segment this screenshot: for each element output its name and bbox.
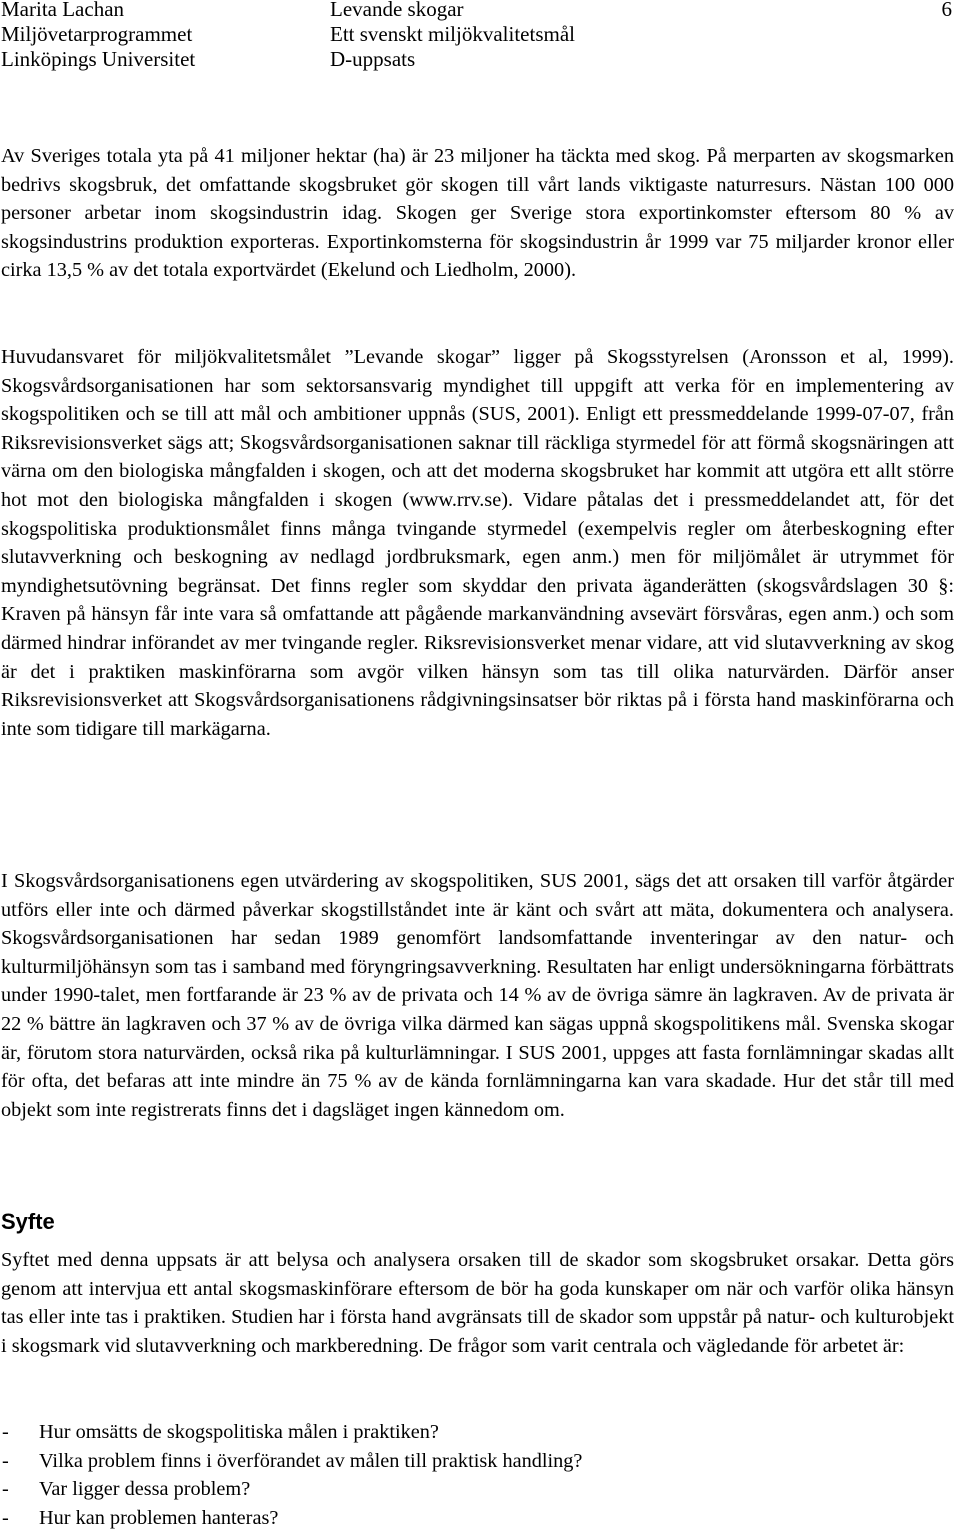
list-item [1, 1418, 941, 1447]
research-questions-list [1, 1418, 941, 1533]
list-dash: - [2, 1478, 9, 1501]
header-doc-type: D-uppsats [330, 47, 416, 71]
paragraph-evaluation: I Skogsvårdsorganisationens egen utvärdering av skogspolitiken, SUS 2001, sägs det att orsaken till varför åtgärder utförs eller inte och därmed påverkar skogstillståndet inte är känt och svårt att mäta, dokumentera och analysera. Skogsvårdsorganisationen har sedan 1989 genomfört landsomfattande inventeringar av den natur- och kulturmiljöhänsyn som tas i samband med föryngringsavverkning. Resultaten har enligt undersökningarna förbättrats under 1990-talet, men fortfarande är 23 % av de privata och 14 % av de övriga sämre än lagkraven. Av de privata är 22 % bättre än lagkraven och 37 % av de övriga vilka därmed kan sägas uppnå skogspolitikens mål. Svenska skogar är, förutom stora naturvärden, också rika på kulturlämningar. I SUS 2001, uppges att fasta fornlämningar skadas allt för ofta, det befaras att inte mindre än 75 % av de kända fornlämningarna kan vara skadade. Hur det står till med objekt som inte registrerats finns det i dagsläget ingen kännedom om. [1, 870, 954, 1121]
header-program: Miljövetarprogrammet [1, 22, 193, 46]
header-subtitle: Ett svenskt miljökvalitetsmål [330, 22, 575, 46]
question-text: Hur kan problemen hanteras? [39, 1507, 279, 1530]
header-author: Marita Lachan [1, 0, 125, 21]
header-title-block [330, 0, 575, 72]
section-heading-syfte: Syfte [1, 1209, 55, 1234]
header-university: Linköpings Universitet [1, 47, 196, 71]
list-item [1, 1504, 941, 1533]
list-dash: - [2, 1507, 9, 1530]
page-number: 6 [941, 0, 952, 21]
header-author-block [1, 0, 195, 72]
question-text: Hur omsätts de skogspolitiska målen i praktiken? [39, 1421, 439, 1443]
list-item [1, 1447, 941, 1476]
paragraph-purpose: Syftet med denna uppsats är att belysa och analysera orsaken till de skador som skogsbruket orsakar. Detta görs genom att intervjua ett antal skogsmaskinförare eftersom de bör ha goda kunskaper om när och varför olika hänsyn tas eller inte tas i praktiken. Studien har i första hand avgränsats till de skador som uppstår på natur- och kulturobjekt i skogsmark vid slutavverkning och markberedning. De frågor som varit centrala och vägledande för arbetet är: [1, 1249, 954, 1357]
paragraph-forest-economy: Av Sveriges totala yta på 41 miljoner hektar (ha) är 23 miljoner ha täckta med skog. På merparten av skogsmarken bedrivs skogsbruk, det omfattande skogsbruket gör skogen till vårt lands viktigaste naturresurs. Nästan 100 000 personer arbetar inom skogsindustrin idag. Skogen ger Sverige stora exportinkomster eftersom 80 % av skogsindustrins produktion exporteras. Exportinkomsterna för skogsindustrin år 1999 var 75 miljarder kronor eller cirka 13,5 % av det totala exportvärdet (Ekelund och Liedholm, 2000). [1, 145, 954, 282]
paragraph-responsibility: Huvudansvaret för miljökvalitetsmålet ”Levande skogar” ligger på Skogsstyrelsen (Aronsson et al, 1999). Skogsvårdsorganisationen har som sektorsansvarig myndighet till uppgift att verka för en implementering av skogspolitiken och se till att mål och ambitioner uppnås (SUS, 2001). Enligt ett pressmeddelande 1999-07-07, från Riksrevisionsverket sägs att; Skogsvårdsorganisationen saknar till räckliga styrmedel för att förmå skogsnäringen att värna om den biologiska mångfalden i skogen, och att det moderna skogsbruket har kommit att utgöra ett allt större hot mot den biologiska mångfalden i skogen (www.rrv.se). Vidare påtalas det i pressmeddelandet att, för det skogspolitiska produktionsmålet finns många tvingande styrmedel (exempelvis regler om återbeskogning efter slutavverkning och beskogning av nedlagd jordbruksmark, egen anm.) men för miljömålet är utrymmet för myndighetsutövning begränsat. Det finns regler som skyddar den privata äganderätten (skogsvårdslagen 30 §: Kraven på hänsyn får inte vara så omfattande att pågående markanvändning avsevärt försvåras, egen anm.) och som därmed hindrar införandet av mer tvingande regler. Riksrevisionsverket menar vidare, att vid slutavverkning av skog är det i praktiken maskinförarna som avgör vilken hänsyn som tas till olika naturvärden. Därför anser Riksrevisionsverket att Skogsvårdsorganisationens rådgivningsinsatser bör riktas på i första hand maskinförarna och inte som tidigare till markägarna. [1, 346, 954, 740]
list-dash: - [2, 1421, 9, 1443]
header-title: Levande skogar [330, 0, 464, 21]
question-text: Var ligger dessa problem? [39, 1478, 251, 1501]
list-dash: - [2, 1449, 9, 1472]
question-text: Vilka problem finns i överförandet av målen till praktisk handling? [39, 1449, 583, 1472]
list-item [1, 1475, 941, 1504]
